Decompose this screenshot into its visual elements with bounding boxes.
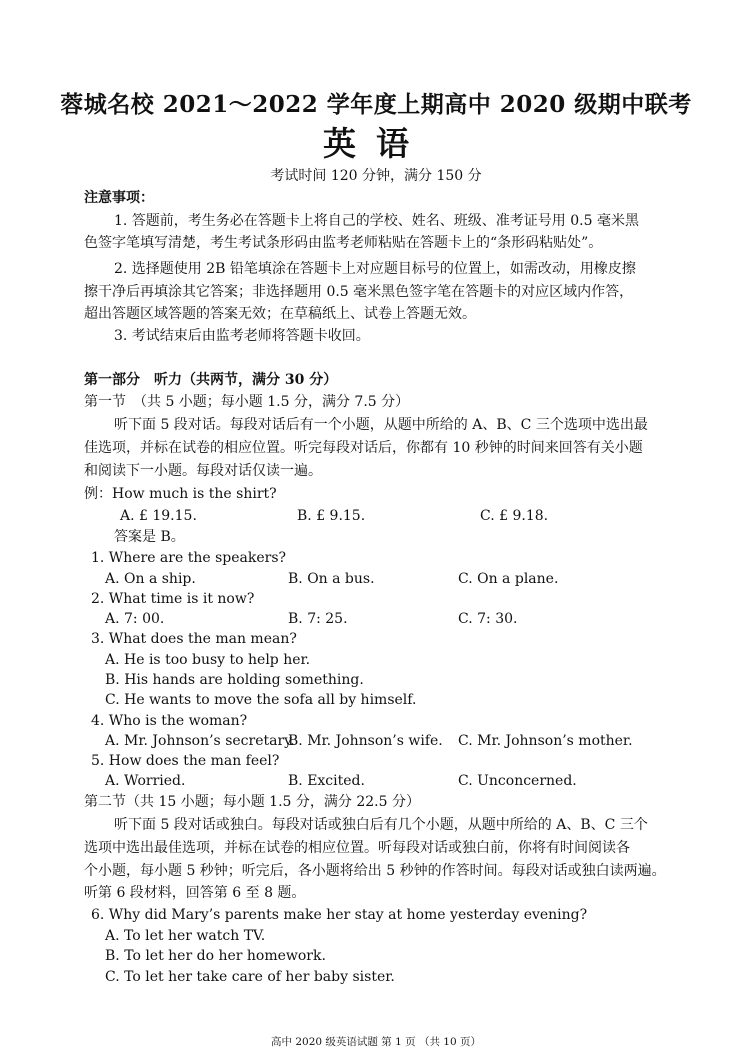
option-b: B. To let her do her homework. <box>105 948 326 964</box>
option-c: C. On a plane. <box>458 571 559 587</box>
section1-instruction: 听下面 5 段对话。每段对话后有一个小题，从题中所给的 A、B、C 三个选项中选出最 <box>114 417 648 433</box>
exam-info: 考试时间 120 分钟，满分 150 分 <box>270 168 482 184</box>
option-a: A. Worried. <box>105 773 186 789</box>
example-option-c: C. £ 9.18. <box>480 508 549 524</box>
subject-title: 英语 <box>323 124 429 163</box>
example-option-b: B. £ 9.15. <box>297 508 366 524</box>
note-line: 超出答题区域答题的答案无效；在草稿纸上、试卷上答题无效。 <box>84 306 476 322</box>
note-line: 3. 考试结束后由监考老师将答题卡收回。 <box>114 328 370 344</box>
section2-heading: 第二节（共 15 小题；每小题 1.5 分，满分 22.5 分） <box>84 794 420 810</box>
notes-heading: 注意事项： <box>84 190 154 206</box>
note-line: 擦干净后再填涂其它答案；非选择题用 0.5 毫米黑色签字笔在答题卡的对应区域内作答， <box>84 284 634 300</box>
option-c: C. 7: 30. <box>458 611 518 627</box>
section1-instruction: 佳选项，并标在试卷的相应位置。听完每段对话后，你都有 10 秒钟的时间来回答有关小题 <box>84 440 643 456</box>
section1-instruction: 和阅读下一小题。每段对话仅读一遍。 <box>84 463 322 479</box>
question-stem: 4. Who is the woman? <box>91 713 248 729</box>
option-b: B. 7: 25. <box>288 611 348 627</box>
page-footer: 高中 2020 级英语试题 第 1 页 （共 10 页） <box>271 1036 481 1048</box>
section2-instruction: 听第 6 段材料，回答第 6 至 8 题。 <box>84 885 306 901</box>
option-c: C. He wants to move the sofa all by himself. <box>105 692 417 708</box>
question-stem: 3. What does the man mean? <box>91 631 297 647</box>
note-line: 2. 选择题使用 2B 铅笔填涂在答题卡上对应题目标号的位置上，如需改动，用橡皮擦 <box>114 261 636 277</box>
option-a: A. 7: 00. <box>105 611 165 627</box>
note-line: 色签字笔填写清楚，考生考试条形码由监考老师粘贴在答题卡上的“条形码粘贴处”。 <box>84 235 603 251</box>
section1-heading: 第一节 （共 5 小题；每小题 1.5 分，满分 7.5 分） <box>84 394 410 410</box>
example-question: 例：How much is the shirt? <box>84 486 277 502</box>
part1-heading: 第一部分 听力（共两节，满分 30 分） <box>84 372 338 388</box>
question-stem: 6. Why did Mary’s parents make her stay at home yesterday evening? <box>91 907 588 923</box>
option-a: A. To let her watch TV. <box>105 928 266 944</box>
section2-instruction: 选项中选出最佳选项，并标在试卷的相应位置。听每段对话或独白前，你将有时间阅读各 <box>84 840 630 856</box>
option-a: A. On a ship. <box>105 571 196 587</box>
option-a: A. Mr. Johnson’s secretary. <box>105 733 295 749</box>
option-b: B. Excited. <box>288 773 365 789</box>
section2-instruction: 个小题，每小题 5 秒钟；听完后，各小题将给出 5 秒钟的作答时间。每段对话或独白读两遍。 <box>84 863 666 879</box>
question-stem: 5. How does the man feel? <box>91 753 280 769</box>
option-c: C. Unconcerned. <box>458 773 577 789</box>
exam-title: 蓉城名校 2021～2022 学年度上期高中 2020 级期中联考 <box>60 91 692 118</box>
note-line: 1. 答题前，考生务必在答题卡上将自己的学校、姓名、班级、准考证号用 0.5 毫米黑 <box>114 213 639 229</box>
option-b: B. His hands are holding something. <box>105 672 364 688</box>
option-a: A. He is too busy to help her. <box>105 652 311 668</box>
option-c: C. Mr. Johnson’s mother. <box>458 733 633 749</box>
option-b: B. On a bus. <box>288 571 375 587</box>
question-stem: 2. What time is it now? <box>91 591 255 607</box>
question-stem: 1. Where are the speakers? <box>91 550 287 566</box>
example-option-a: A. £ 19.15. <box>120 508 197 524</box>
example-answer: 答案是 B。 <box>114 529 185 545</box>
option-c: C. To let her take care of her baby sister. <box>105 969 395 985</box>
section2-instruction: 听下面 5 段对话或独白。每段对话或独白后有几个小题，从题中所给的 A、B、C 三个 <box>114 817 648 833</box>
option-b: B. Mr. Johnson’s wife. <box>288 733 443 749</box>
